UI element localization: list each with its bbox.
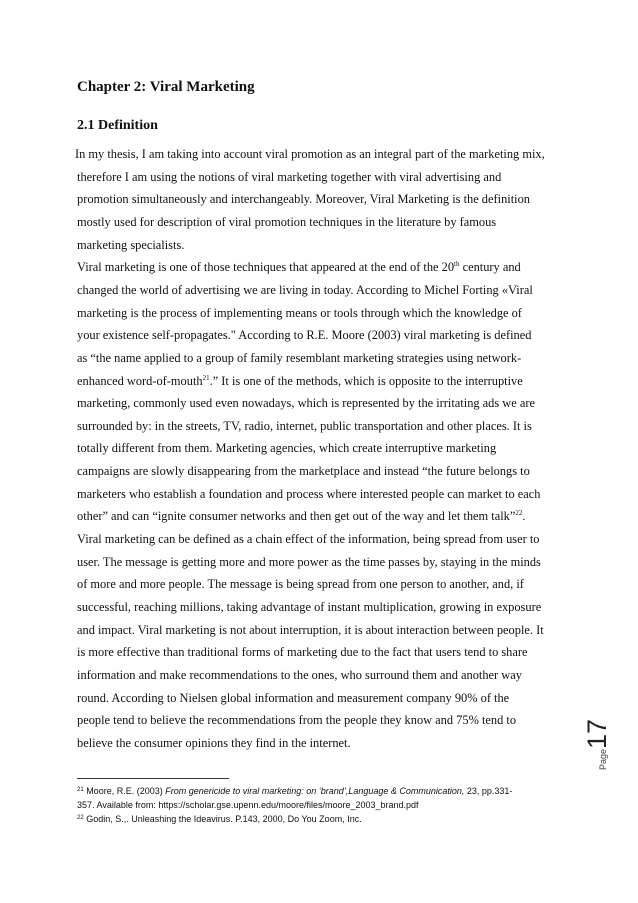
section-title: 2.1 Definition [77, 118, 158, 133]
body-line: marketing, commonly used even nowadays, which is represented by the irritating ads we are [77, 396, 535, 411]
body-line: therefore I am using the notions of viral marketing together with viral advertising and [77, 169, 502, 184]
body-line: as “the name applied to a group of family resemblant marketing strategies using network- [77, 350, 522, 365]
body-line: Viral marketing is one of those techniques that appeared at the end of the 20th century and [77, 260, 521, 275]
body-line: other” and can “ignite consumer networks and then get out of the way and let them talk”$^{22}$. [77, 509, 526, 524]
body-line: successful, reaching millions, taking advantage of instant multiplication, growing in exposure [77, 600, 542, 614]
footnote-reference: 21 [202, 373, 210, 382]
body-line: user. The message is getting more and more power as the time passes by, staying in the minds [77, 554, 541, 569]
body-line: Viral marketing can be defined as a chain effect of the information, being spread from user to [77, 532, 540, 547]
footnote-reference: 22 [515, 509, 523, 518]
body-line: changed the world of advertising we are living in today. According to Michel Forting «Viral [77, 282, 533, 297]
footnote-line: $^{21}$ Moore, R.E. (2003) From genericide to viral marketing: on ‘brand’,Language & Communication, 23, pp.331- [77, 786, 513, 796]
body-line: of more and more people. The message is being spread from one person to another, and, if [77, 577, 524, 592]
body-line: your existence self-propagates." According to R.E. Moore (2003) viral marketing is defined [77, 328, 532, 343]
body-line: totally different from them. Marketing agencies, which create interruptive marketing [77, 441, 497, 456]
body-line: marketers who establish a foundation and process where interested people can market to each [77, 486, 541, 501]
body-line: marketing is the process of implementing means or tools through which the knowledge of [77, 305, 522, 320]
body-line: is more effective than traditional forms of marketing due to the fact that users tend to share [77, 645, 528, 660]
body-line: people tend to believe the recommendations from the people they know and 75% tend to [77, 713, 517, 728]
body-line: promotion simultaneously and interchangeably. Moreover, Viral Marketing is the definition [77, 192, 530, 207]
body-line: In my thesis, I am taking into account viral promotion as an integral part of the marketing mix, [75, 147, 545, 161]
body-line: marketing specialists. [77, 237, 185, 252]
footnote-reference: th [454, 260, 460, 269]
body-line: round. According to Nielsen global information and measurement company 90% of the [77, 690, 510, 705]
footnote-line: $^{22}$ Godin, S.,. Unleashing the Ideavirus. P.143, 2000, Do You Zoom, Inc. [77, 814, 362, 824]
body-line: information and make recommendations to the ones, who surround them and another way [77, 667, 522, 682]
page-number-value: 17 [582, 718, 612, 749]
body-line: enhanced word-of-mouth$^{21}$.” It is one of the methods, which is opposite to the interruptive [77, 373, 523, 388]
body-line: believe the consumer opinions they find in the internet. [77, 735, 351, 750]
body-line: surrounded by: in the streets, TV, radio, internet, public transportation and other places. It is [77, 418, 532, 433]
footnote-line: 357. Available from: https://scholar.gse.upenn.edu/moore/files/moore_2003_brand.pdf [77, 800, 419, 810]
page-number [582, 719, 613, 770]
chapter-title: Chapter 2: Viral Marketing [77, 79, 255, 95]
footnote-divider [77, 778, 229, 779]
body-line: and impact. Viral marketing is not about interruption, it is about interaction between people. It [77, 622, 544, 637]
page-number-label: Page [598, 748, 608, 770]
body-line: mostly used for description of viral promotion techniques in the literature by famous [77, 214, 497, 229]
footnotes [77, 784, 512, 826]
body-line: campaigns are slowly disappearing from the marketplace and instead “the future belongs to [77, 464, 530, 479]
